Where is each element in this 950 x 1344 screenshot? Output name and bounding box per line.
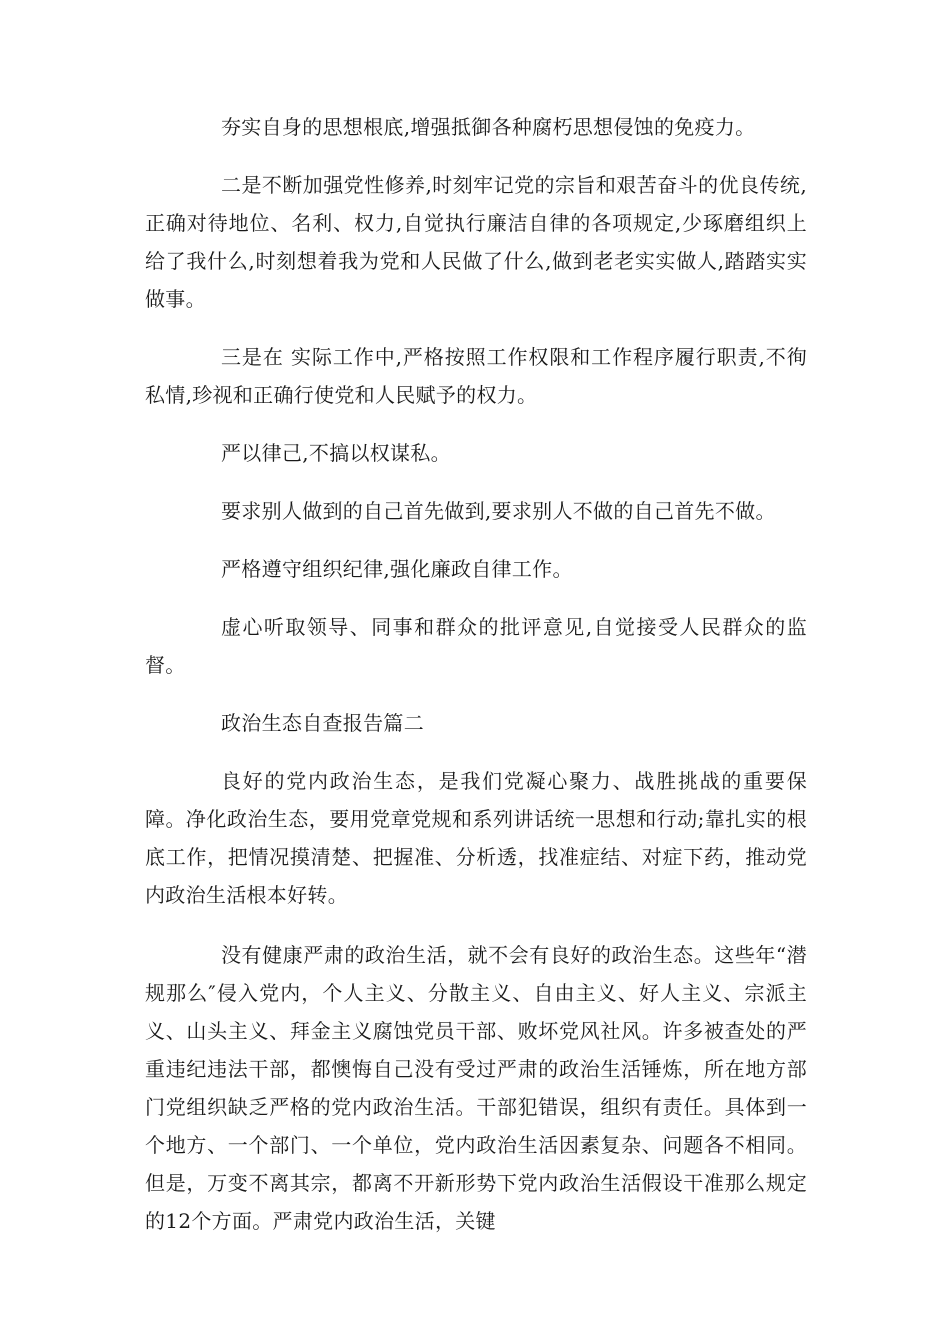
paragraph-5: 要求别人做到的自己首先做到,要求别人不做的自己首先不做。: [221, 499, 776, 523]
paragraph-8: 良好的党内政治生态，是我们党凝心聚力、战胜挑战的重要保障。净化政治生态，要用党章党规和系列讲话统一思想和行动;靠扎实的根底工作，把情况摸清楚、把握准、分析透，找准症结、对症下药，推动党内政治生活根本好转。: [145, 769, 807, 907]
paragraph-9: 没有健康严肃的政治生活，就不会有良好的政治生态。这些年“潜规那么″侵入党内，个人主义、分散主义、自由主义、好人主义、宗派主义、山头主义、拜金主义腐蚀党员干部、败坏党风社风。许多被查处的严重违纪违法干部，都懊悔自己没有受过严肃的政治生活锤炼，所在地方部门党组织缺乏严格的党内政治生活。干部犯错误，组织有责任。具体到一个地方、一个部门、一个单位，党内政治生活因素复杂、问题各不相同。但是，万变不离其宗，都离不开新形势下党内政治生活假设干准那么规定的12个方面。严肃党内政治生活，关键: [145, 943, 807, 1233]
paragraph-7: 虚心听取领导、同事和群众的批评意见,自觉接受人民群众的监督。: [145, 615, 807, 677]
paragraph-4: 严以律己,不搞以权谋私。: [221, 441, 451, 465]
document-body: [145, 108, 807, 1240]
paragraph-1: 夯实自身的思想根底,增强抵御各种腐朽思想侵蚀的免疫力。: [221, 115, 756, 139]
paragraph-2: 二是不断加强党性修养,时刻牢记党的宗旨和艰苦奋斗的优良传统,正确对待地位、名利、权力,自觉执行廉洁自律的各项规定,少琢磨组织上给了我什么,时刻想着我为党和人民做了什么,做到老老实实做人,踏踏实实做事。: [145, 173, 807, 311]
section-heading: 政治生态自查报告篇二: [221, 711, 424, 735]
paragraph-3: 三是在 实际工作中,严格按照工作权限和工作程序履行职责,不徇私情,珍视和正确行使党和人民赋予的权力。: [145, 345, 807, 407]
paragraph-6: 严格遵守组织纪律,强化廉政自律工作。: [221, 557, 573, 581]
